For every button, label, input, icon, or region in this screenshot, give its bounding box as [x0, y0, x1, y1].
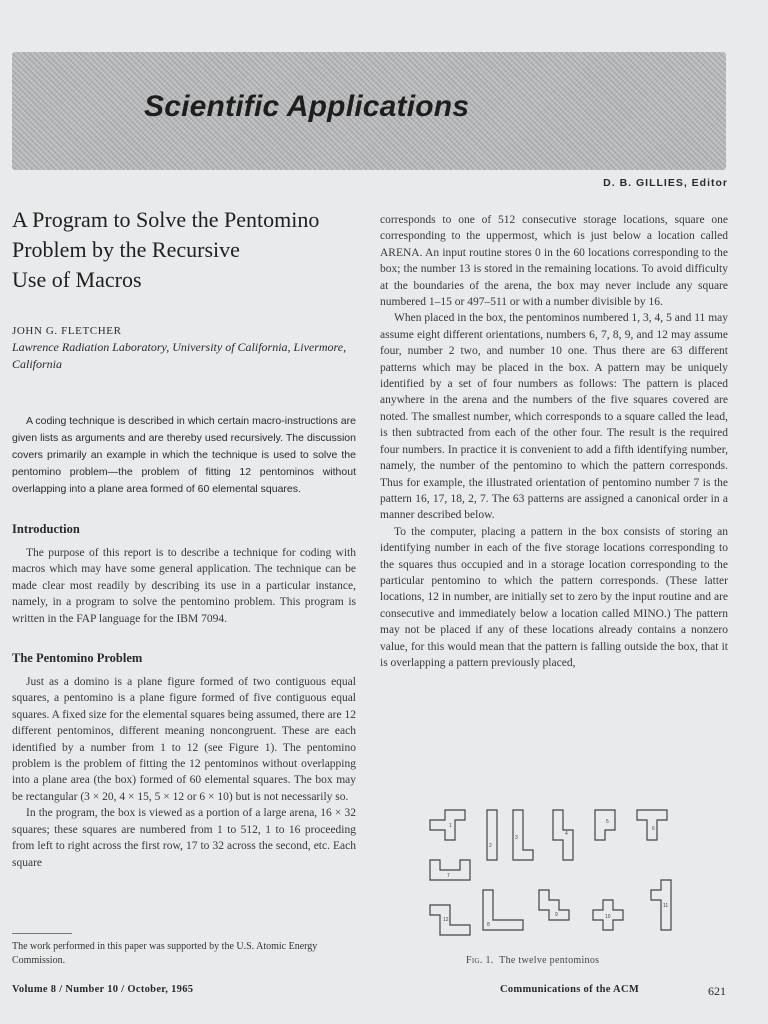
- pentomino-5: [595, 810, 615, 840]
- pentomino-label-3: 3: [515, 835, 518, 841]
- pentomino-diagram: [425, 805, 685, 945]
- pentomino-6: [637, 810, 667, 840]
- pentomino-12: [430, 905, 470, 935]
- right-paragraph-2: When placed in the box, the pentominos numbered 1, 3, 4, 5 and 11 may assume eight different orientations, numbers 6, 7, 8, 9, and 12 may assume four, number 2 two, and number 10 one. Thus there are 63 different patterns which may be placed in the box. A pattern may be uniquely identified by a set of four numbers as follows: The pattern is placed anywhere in the arena and the numbers of the five squares covered are noted. The smallest number, which corresponds to a square called the lead, is then subtracted from each of the other four. The result is the required four numbers. In practice it is convenient to add a fifth identifying number, namely, the number of the pentomino to which the pattern corresponds. Thus for example, the illustrated orientation of pentomino number 7 is the pattern 16, 17, 18, 2, 7. The 63 patterns are assigned a canonical order in a manner described below.: [380, 312, 728, 522]
- abstract: A coding technique is described in which certain macro-instructions are given lists as arguments and are thereby used recursively. The discussion covers primarily an example in which the technique is used to solve the pentomino problem—the problem of fitting 12 pentominos without overlapping into a plane area formed of 60 elemental squares.: [12, 415, 356, 495]
- section-title: Scientific Applications: [144, 90, 470, 123]
- pentomino-label-1: 1: [449, 823, 452, 829]
- pentomino-paragraph-2: In the program, the box is viewed as a portion of a large arena, 16 × 32 squares; these squares are numbered from 1 to 512, 1 to 16 proceeding from left to right across the first row, 17 to 32 across the second, etc. Each square: [12, 807, 356, 869]
- pentomino-label-9: 9: [555, 912, 558, 918]
- right-column: [380, 212, 728, 671]
- footnote: The work performed in this paper was supported by the U.S. Atomic Energy Commission.: [12, 941, 318, 966]
- pentomino-label-4: 4: [565, 831, 568, 837]
- figure-caption: [466, 955, 599, 966]
- pentomino-2: [487, 810, 497, 860]
- pentomino-label-6: 6: [652, 826, 655, 832]
- pentomino-label-12: 12: [443, 917, 449, 923]
- footer-issue: Volume 8 / Number 10 / October, 1965: [12, 984, 194, 995]
- author-affiliation: Lawrence Radiation Laboratory, University of California, Livermore, California: [12, 340, 347, 371]
- right-paragraph-3: To the computer, placing a pattern in the box consists of storing an identifying number in each of the five storage locations corresponding to the squares thus occupied and in a storage location corresponding to the particular pentomino to which the pattern corresponds. (These latter locations, 12 in number, are initially set to zero by the input routine and are consecutive and immediately below a location called MINO.) The pattern may not be placed if any of these locations already contains a nonzero value, for this would mean that the pattern is falling outside the box, that it is overlapping a pattern previously placed,: [380, 525, 728, 669]
- pentomino-label-11: 11: [663, 903, 669, 909]
- heading-introduction: Introduction: [12, 522, 80, 536]
- heading-pentomino-problem: The Pentomino Problem: [12, 651, 143, 666]
- footer-journal: Communications of the ACM: [500, 984, 640, 995]
- footnote-rule: [12, 933, 72, 934]
- figure-caption-label: Fig. 1.: [466, 955, 494, 966]
- author-name: JOHN G. FLETCHER: [12, 325, 122, 337]
- figure-caption-text: The twelve pentominos: [499, 955, 600, 966]
- pentomino-label-7: 7: [447, 873, 450, 879]
- pentomino-4: [553, 810, 573, 860]
- left-column: [12, 205, 356, 871]
- pentomino-figure: [425, 805, 685, 945]
- intro-paragraph: The purpose of this report is to describe a technique for coding with macros which may have some general application. The technique can be made clear most readily by describing its use in a particular instance, namely, in a program to solve the pentomino problem. This program is written in the FAP language for the IBM 7094.: [12, 547, 356, 625]
- pentomino-1: [430, 810, 465, 840]
- editor-credit: D. B. GILLIES, Editor: [603, 177, 728, 189]
- pentomino-label-8: 8: [487, 922, 490, 928]
- pentomino-label-2: 2: [489, 843, 492, 849]
- pentomino-9: [539, 890, 569, 920]
- article-title: A Program to Solve the Pentomino Problem by the Recursive Use of Macros: [12, 207, 320, 292]
- pentomino-label-10: 10: [605, 914, 611, 920]
- right-paragraph-1: corresponds to one of 512 consecutive storage locations, square one corresponding to the uppermost, which is just below a location called ARENA. An input routine stores 0 in the 60 locations corresponding to the box; the number 13 is stored in the remaining locations. To avoid difficulty at the boundaries of the arena, the box may never include any square numbered 1–15 or 497–511 or with a number divisible by 16.: [380, 214, 728, 309]
- pentomino-label-5: 5: [606, 819, 609, 825]
- pentomino-7: [430, 860, 470, 880]
- pentomino-paragraph-1: Just as a domino is a plane figure formed of two contiguous equal squares, a pentomino is a plane figure formed of five contiguous equal squares. A fixed size for the elemental squares being assumed, there are 12 different pentominos, different meaning noncongruent. These are each identified by a number from 1 to 12 (see Figure 1). The pentomino problem is the problem of fitting the 12 pentominos without overlapping into a plane area (the box) formed of 60 elemental squares. The box may be rectangular (3 × 20, 4 × 15, 5 × 12 or 6 × 10) but is not necessarily so.: [12, 676, 356, 803]
- page-number: 621: [708, 984, 726, 998]
